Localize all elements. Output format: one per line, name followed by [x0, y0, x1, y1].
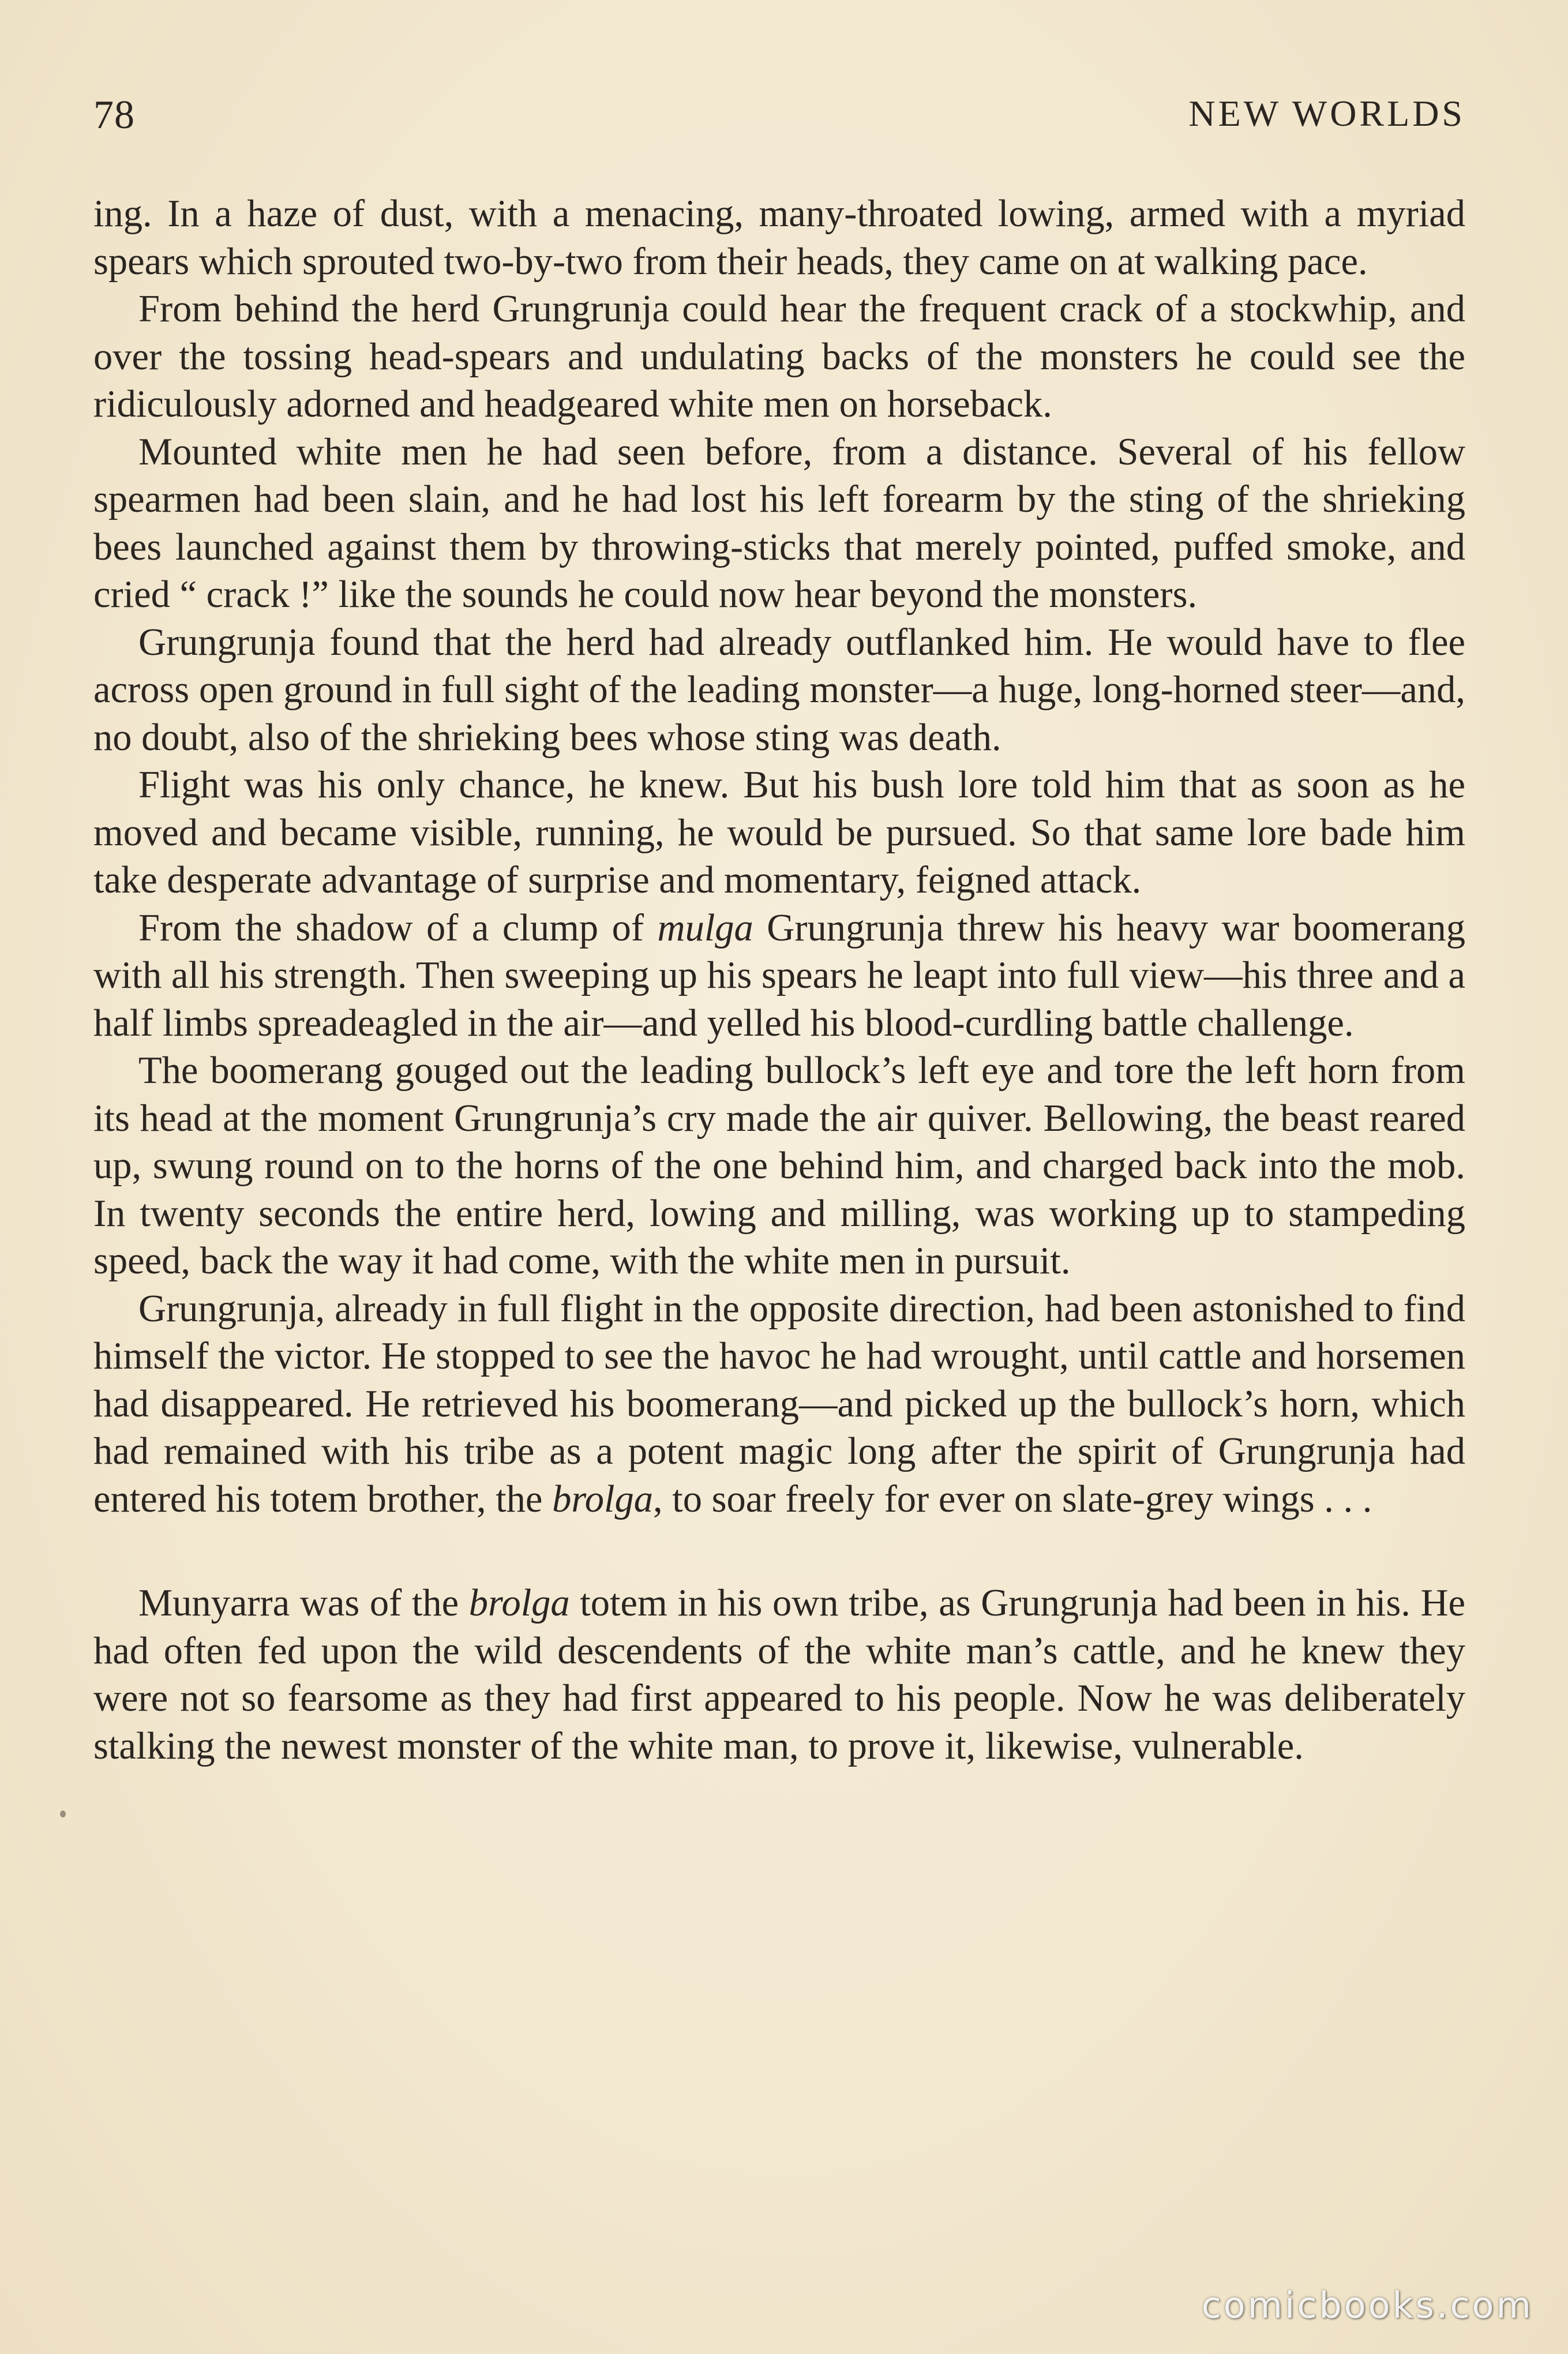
- watermark-text: comicbooks.com: [1201, 2284, 1533, 2326]
- paragraph-6: [93, 905, 1465, 1048]
- text-run: From the shadow of a clump of: [138, 906, 658, 949]
- text-run: Munyarra was of the: [138, 1582, 469, 1624]
- italic-term: brolga: [468, 1582, 570, 1624]
- paragraph-1: [93, 190, 1465, 286]
- text-run: Grungrunja threw his heavy war boomerang with all his strength. Then sweeping up his spears he leapt into full view—his three and a half limbs spreadeagled in the air—and yelled his blood-curdling battle challenge.: [93, 906, 1465, 1044]
- text-run: totem in his own tribe, as Grungrunja had been in his. He had often fed upon the wild descendents of the white man’s cattle, and he knew they were not so fearsome as they had first appeared to his people. Now he was deliberately stalking the newest monster of the white man, to prove it, likewise, vulnerable.: [93, 1582, 1465, 1767]
- paragraph-2: [93, 286, 1465, 429]
- italic-term: mulga: [657, 906, 753, 949]
- paragraph-8: [93, 1285, 1465, 1524]
- text-run: Mounted white men he had seen before, from a distance. Several of his fellow spearmen had been slain, and he had lost his left forearm by the sting of the shrieking bees launched against them by throwing-sticks that merely pointed, puffed smoke, and cried “ crack !” like the sounds he could now hear beyond the monsters.: [93, 430, 1465, 616]
- paragraph-4: [93, 619, 1465, 762]
- page-number: 78: [93, 93, 135, 137]
- italic-term: brolga: [552, 1478, 653, 1520]
- text-run: ing. In a haze of dust, with a menacing, many-throated lowing, armed with a myriad spears which sprouted two-by-two from their heads, they came on at walking pace.: [93, 193, 1465, 283]
- text-run: , to soar freely for ever on slate-grey wings . . .: [652, 1478, 1372, 1520]
- paragraph-3: [93, 429, 1465, 619]
- text-run: Grungrunja, already in full flight in the opposite direction, had been astonished to find himself the victor. He stopped to see the havoc he had wrought, until cattle and horsemen had disappeared. He retrieved his boomerang—and picked up the bullock’s horn, which had remained with his tribe as a potent magic long after the spirit of Grungrunja had entered his totem brother, the: [93, 1287, 1465, 1520]
- text-run: The boomerang gouged out the leading bullock’s left eye and tore the left horn from its head at the moment Grungrunja’s cry made the air quiver. Bellowing, the beast reared up, swung round on to the horns of the one behind him, and charged back into the mob. In twenty seconds the entire herd, lowing and milling, was working up to stampeding speed, back the way it had come, with the white men in pursuit.: [93, 1049, 1465, 1282]
- text-run: Grungrunja found that the herd had already outflanked him. He would have to flee across open ground in full sight of the leading monster—a huge, long-horned steer—and, no doubt, also of the shrieking bees whose sting was death.: [93, 621, 1465, 759]
- page-header: [93, 92, 1465, 150]
- text-run: From behind the herd Grungrunja could hear the frequent crack of a stockwhip, and over the tossing head-spears and undulating backs of the monsters he could see the ridiculously adorned and headgeared white men on horseback.: [93, 288, 1465, 425]
- text-run: Flight was his only chance, he knew. But his bush lore told him that as soon as he moved and became visible, running, he would be pursued. So that same lore bade him take desperate advantage of surprise and momentary, feigned attack.: [93, 764, 1465, 901]
- paper-speck: [60, 1811, 66, 1817]
- paragraph-9: [93, 1580, 1465, 1770]
- paragraph-5: [93, 762, 1465, 905]
- running-head: NEW WORLDS: [1188, 93, 1465, 134]
- paragraph-7: [93, 1047, 1465, 1285]
- text-body: [93, 190, 1465, 1770]
